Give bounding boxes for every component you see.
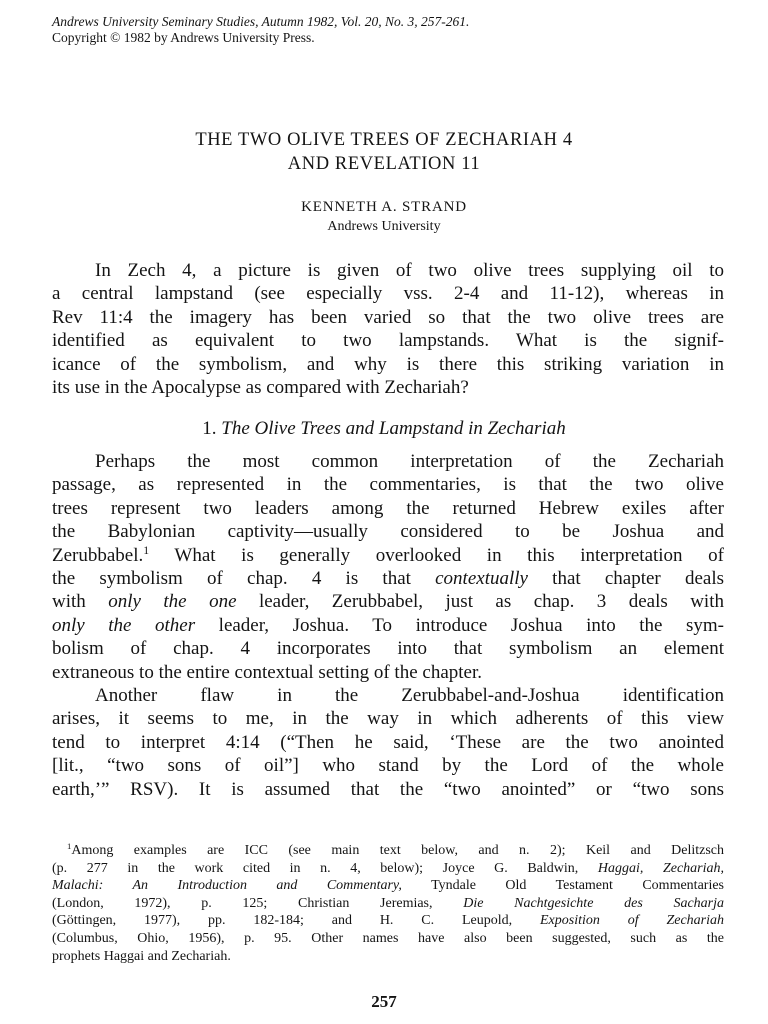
- author-affiliation: Andrews University: [327, 219, 441, 234]
- text-line: [lit., “two sons of oil”] who stand by the Lord of the whole: [52, 755, 724, 777]
- text-run: that chapter deals: [527, 567, 724, 589]
- text-run: Zerubbabel.: [52, 544, 144, 566]
- running-header: [52, 14, 469, 46]
- text-line: [52, 567, 724, 590]
- text-line: Perhaps the most common interpretation of the Zechariah: [95, 451, 724, 472]
- emphasis: Malachi: An Introduction and Commentary,: [52, 878, 402, 894]
- text-line: In Zech 4, a picture is given of two olive trees supplying oil to: [95, 260, 724, 281]
- text-line: passage, as represented in the commentaries, is that the two olive: [52, 474, 724, 496]
- text-line: the Babylonian captivity—usually considered to be Joshua and: [52, 521, 724, 543]
- text-line: tend to interpret 4:14 (“Then he said, ‘These are the two anointed: [52, 731, 724, 753]
- emphasis: Haggai, Zechariah,: [597, 860, 724, 876]
- footnote-line: [52, 877, 724, 895]
- journal-citation: [52, 14, 469, 30]
- footnote-line: [52, 860, 724, 878]
- text-line: icance of the symbolism, and why is there this striking variation in: [52, 353, 724, 375]
- text-run: What is generally overlooked in this interpretation of: [174, 544, 724, 566]
- footnote-line: [52, 895, 724, 913]
- text-run: with: [52, 591, 109, 613]
- text-line: trees represent two leaders among the returned Hebrew exiles after: [52, 497, 724, 519]
- text-run: leader, Joshua. To introduce Joshua into the sym-: [195, 614, 725, 636]
- footnote-line: [52, 912, 724, 930]
- author-name: KENNETH A. STRAND: [301, 199, 467, 215]
- footnote: [52, 842, 724, 965]
- article-title: [0, 128, 768, 176]
- emphasis: only the one: [108, 591, 237, 613]
- text-line: extraneous to the entire contextual setting of the chapter.: [52, 661, 482, 683]
- journal-citation-text: Andrews University Seminary Studies, Autumn 1982, Vol. 20, No. 3, 257-261.: [52, 14, 470, 29]
- text-run: (London, 1972), p. 125; Christian Jeremias,: [52, 895, 464, 911]
- text-line: its use in the Apocalypse as compared with Zechariah?: [52, 376, 469, 398]
- emphasis: only the other: [52, 614, 196, 636]
- text-line: bolism of chap. 4 incorporates into that symbolism an element: [52, 638, 724, 660]
- text-run: (Göttingen, 1977), pp. 182-184; and H. C. Leupold,: [52, 913, 540, 929]
- intro-paragraph: [52, 259, 724, 399]
- text-line: earth,’” RSV). It is assumed that the “two anointed” or “two sons: [52, 778, 724, 800]
- section-heading: [0, 417, 768, 440]
- text-line: Another flaw in the Zerubbabel-and-Joshua identification: [95, 685, 724, 706]
- emphasis: Die Nachtgesichte des Sacharja: [463, 895, 724, 911]
- text-line: [52, 590, 724, 613]
- text-run: leader, Zerubbabel, just as chap. 3 deals with: [236, 591, 724, 613]
- footnote-line: [52, 842, 724, 860]
- text-run: Tyndale Old Testament Commentaries: [401, 878, 724, 894]
- emphasis: Exposition of Zechariah: [539, 913, 725, 929]
- footnote-line: (Columbus, Ohio, 1956), p. 95. Other names have also been suggested, such as the: [52, 930, 724, 946]
- emphasis: contextually: [435, 567, 528, 589]
- text-line: Rev 11:4 the imagery has been varied so that the two olive trees are: [52, 306, 724, 328]
- text-run: (p. 277 in the work cited in n. 4, below); Joyce G. Baldwin,: [52, 860, 598, 876]
- text-line: arises, it seems to me, in the way in which adherents of this view: [52, 708, 724, 730]
- text-run: Among examples are ICC (see main text below, and n. 2); Keil and Delitzsch: [71, 843, 724, 858]
- section-title: The Olive Trees and Lampstand in Zechariah: [221, 418, 566, 439]
- text-line: [52, 614, 724, 637]
- text-run: the symbolism of chap. 4 is that: [52, 567, 436, 589]
- footnote-marker: 1: [67, 841, 72, 852]
- body-paragraph-2: [52, 450, 724, 684]
- title-line-1: THE TWO OLIVE TREES OF ZECHARIAH 4: [195, 130, 573, 150]
- copyright-notice: Copyright © 1982 by Andrews University Press.: [52, 30, 315, 45]
- body-paragraph-3: [52, 684, 724, 801]
- footnote-reference[interactable]: 1: [143, 544, 150, 558]
- text-line: a central lampstand (see especially vss. 2-4 and 11-12), whereas in: [52, 283, 724, 305]
- author-block: [0, 198, 768, 236]
- section-number: 1.: [202, 418, 217, 439]
- page-number: 257: [371, 992, 397, 1011]
- text-line: [52, 544, 724, 567]
- footnote-line: prophets Haggai and Zechariah.: [52, 948, 231, 964]
- text-line: identified as equivalent to two lampstands. What is the signif-: [52, 330, 724, 352]
- title-line-2: AND REVELATION 11: [287, 154, 481, 174]
